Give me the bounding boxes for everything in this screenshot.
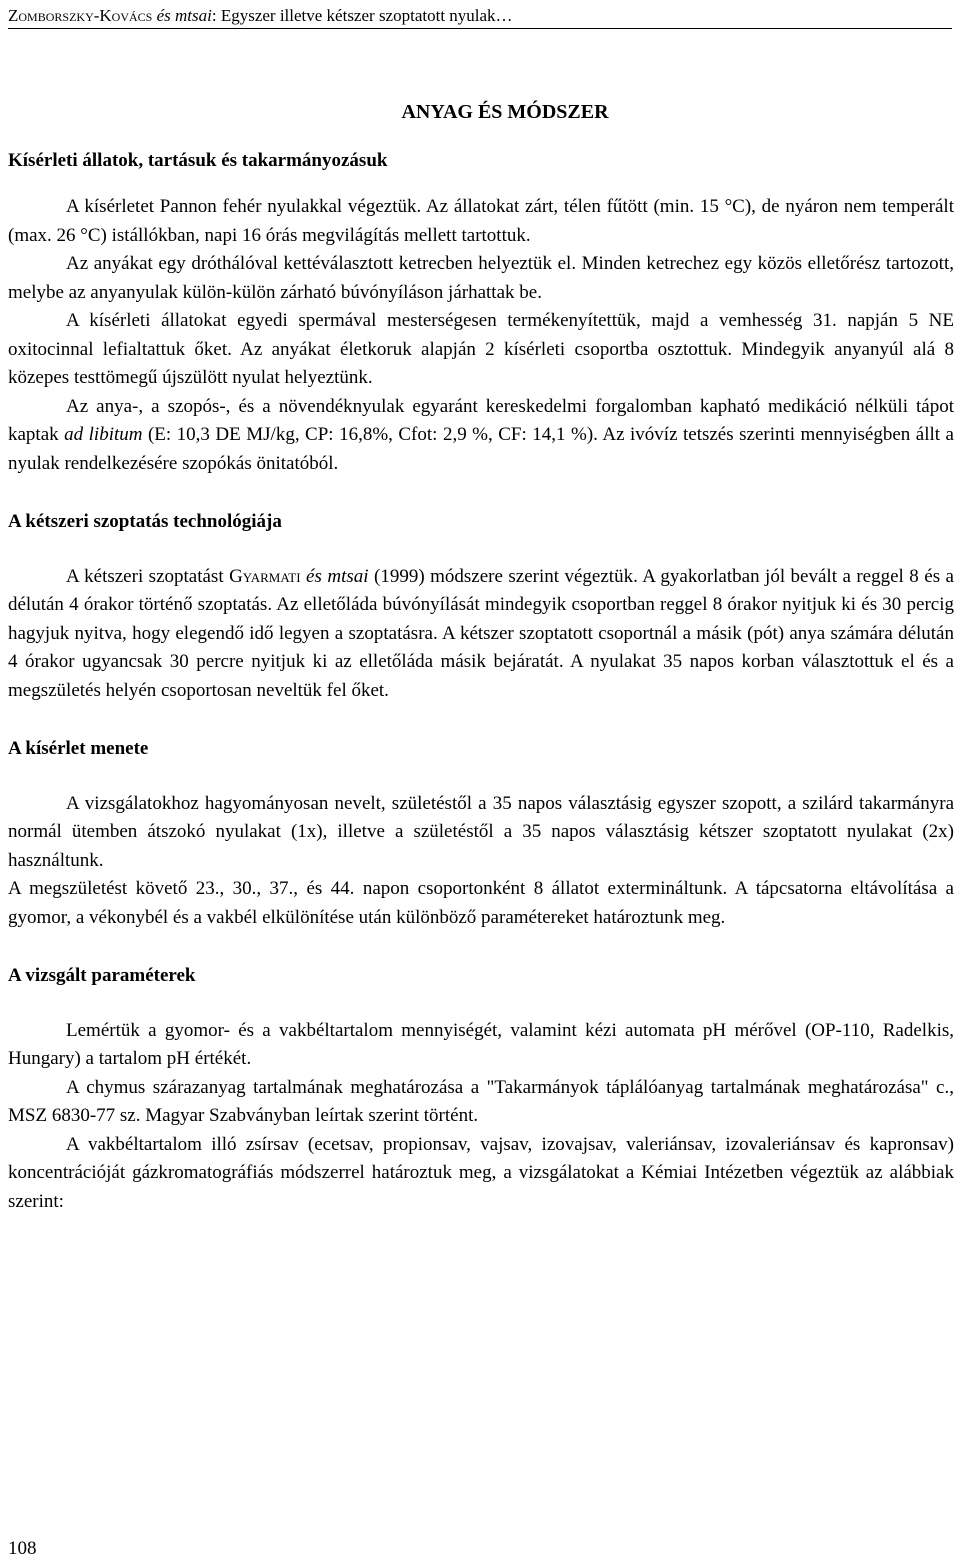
paragraph: A vakbéltartalom illó zsírsav (ecetsav, propionsav, vajsav, izovajsav, valeriánsav, izovaleriánsav és kapronsav) koncentrációját gázkromatográfiás módszerrel határoztuk meg, a vizsgálatokat a Kémiai Intézetben végeztük az alábbiak szerint: [8,1133,954,1212]
heading-parameters: A vizsgált paraméterek [8,965,196,986]
section-title: ANYAG ÉS MÓDSZER [401,101,609,123]
paragraph: Lemértük a gyomor- és a vakbéltartalom mennyiségét, valamint kézi automata pH mérővel (OP-110, Radelkis, Hungary) a tartalom pH értékét. [8,1019,954,1069]
paragraph: A kétszeri szoptatást Gyarmati és mtsai (1999) módszere szerint végeztük. A gyakorlatban jól bevált a reggel 8 és a délután 4 órakor történő szoptatás. Az elletőláda búvónyílását mindegyik csoportban reggel 8 órakor nyitjuk ki és 30 percig hagyjuk nyitva, hogy elegendő idő legyen a szoptatásra. A kétszer szoptatott csoportnál a másik (pót) anya számára délután 4 órakor ugyancsak 30 percre nyitjuk ki az elletőláda másik bejáratát. A nyulakat 35 napos korban választottuk el és a megszületés helyén csoportosan neveltük fel őket. [8,565,954,701]
paragraph: A kísérletet Pannon fehér nyulakkal végeztük. Az állatokat zárt, télen fűtött (min. 15 °C), de nyáron nem temperált (max. 26 °C) istállókban, napi 16 órás megvilágítás mellett tartottuk. [8,196,954,246]
paragraph: Az anya-, a szopós-, és a növendéknyulak egyaránt kereskedelmi forgalomban kapható medikáció nélküli tápot kaptak ad libitum (E: 10,3 DE MJ/kg, CP: 16,8%, Cfot: 2,9 %, CF: 14,1 %). Az ivóvíz tetszés szerinti mennyiségben állt a nyulak rendelkezésére szopókás önitatóból. [8,395,954,474]
heading-experiment-course: A kísérlet menete [8,738,149,759]
paragraph: A vizsgálatokhoz hagyományosan nevelt, születéstől a 35 napos választásig egyszer szopott, a szilárd takarmányra normál ütemben átszokó nyulakat (1x), illetve a születéstől a 35 napos választásig kétszer szoptatott nyulakat (2x) használtunk. [8,792,954,871]
paragraph: Az anyákat egy dróthálóval kettéválasztott ketrecben helyeztük el. Minden ketrechez egy közös elletőrész tartozott, melybe az anyanyulak külön-külön zárható búvónyíláson járhattak be. [8,253,954,303]
heading-experimental-animals: Kísérleti állatok, tartásuk és takarmányozásuk [8,149,388,171]
page-number: 108 [8,1538,37,1559]
running-head [8,0,952,29]
running-head-etal: és mtsai [156,6,212,25]
running-head-authors: Zomborszky-Kovács [8,6,153,25]
heading-double-nursing: A kétszeri szoptatás technológiája [8,511,282,532]
running-head-title: : Egyszer illetve kétszer szoptatott nyulak… [211,6,513,25]
paragraph: A megszületést követő 23., 30., 37., és 44. napon csoportonként 8 állatot extermináltunk. A tápcsatorna eltávolítása a gyomor, a vékonybél és a vakbél elkülönítése után különböző paramétereket határoztunk meg. [8,878,954,928]
paragraph: A chymus szárazanyag tartalmának meghatározása a "Takarmányok táplálóanyag tartalmának meghatározása" c., MSZ 6830-77 sz. Magyar Szabványban leírtak szerint történt. [8,1076,954,1126]
main-content [8,98,954,1216]
paragraph: A kísérleti állatokat egyedi spermával mesterségesen termékenyítettük, majd a vemhesség 31. napján 5 NE oxitocinnal lefialtattuk őket. Az anyákat életkoruk alapján 2 kísérleti csoportba osztottuk. Mindegyik anyanyúl alá 8 közepes testtömegű újszülött nyulat helyeztünk. [8,310,954,388]
